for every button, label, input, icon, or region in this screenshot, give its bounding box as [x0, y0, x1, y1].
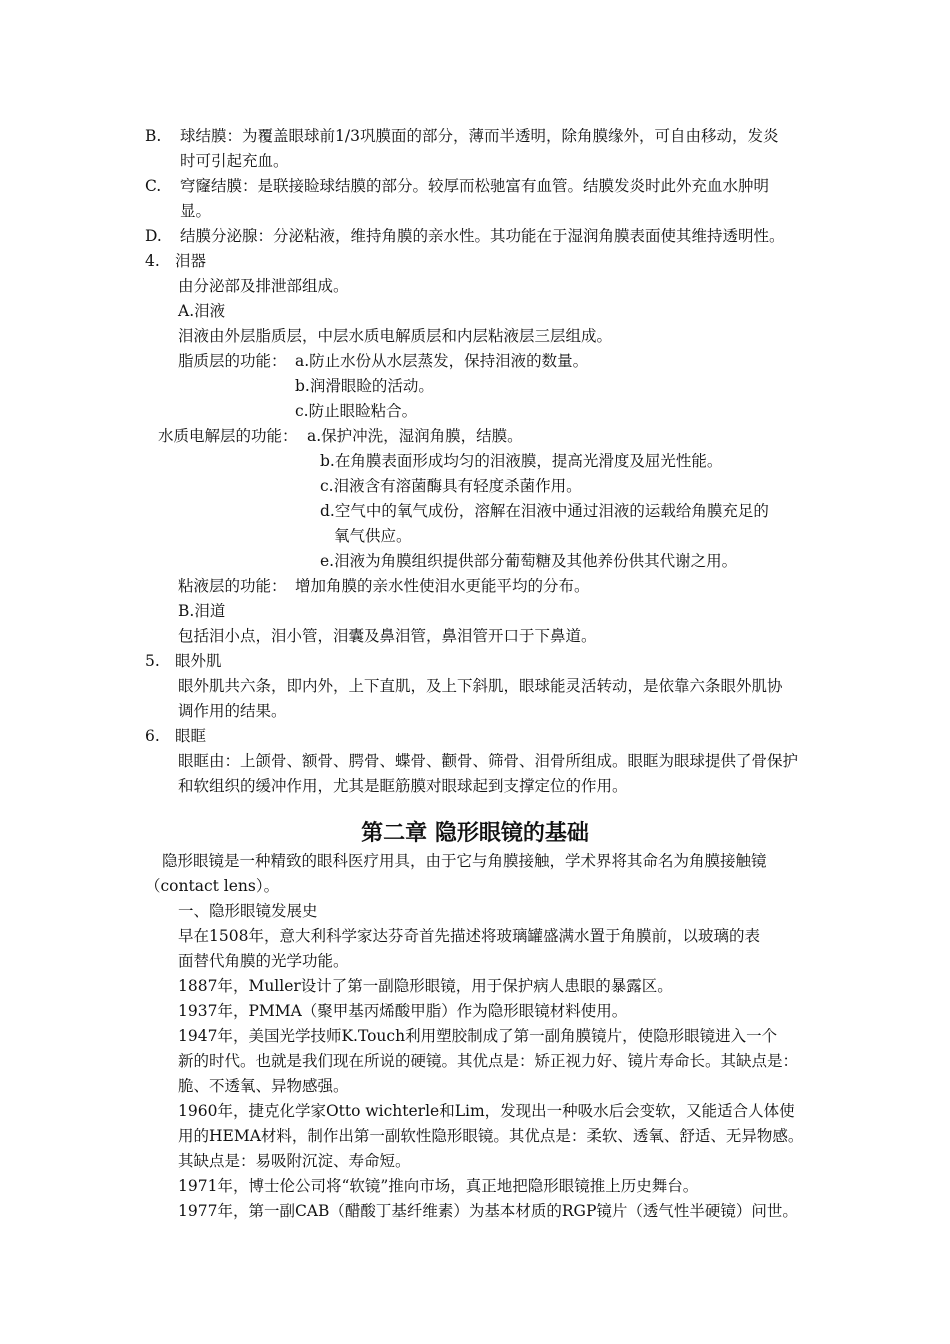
item-b-line-2: 时可引起充血。 — [180, 152, 289, 170]
lipid-item-a: a.防止水份从水层蒸发，保持泪液的数量。 — [295, 352, 589, 370]
history-line-4: 1937年，PMMA（聚甲基丙烯酸甲脂）作为隐形眼镜材料使用。 — [178, 1002, 628, 1020]
aqueous-item-d: d.空气中的氧气成份，溶解在泪液中通过泪液的运载给角膜充足的 — [320, 502, 769, 520]
duct-text: 包括泪小点，泪小管，泪囊及鼻泪管，鼻泪管开口于下鼻道。 — [178, 627, 597, 645]
chapter-intro-line-2: （contact lens）。 — [145, 877, 280, 895]
item-c-line-2: 显。 — [180, 202, 212, 220]
aqueous-item-b: b.在角膜表面形成均匀的泪液膜，提高光滑度及屈光性能。 — [320, 452, 723, 470]
orbit-line-2: 和软组织的缓冲作用，尤其是眶筋膜对眼球起到支撑定位的作用。 — [178, 777, 628, 795]
history-line-6: 新的时代。也就是我们现在所说的硬镜。其优点是：矫正视力好、镜片寿命长。其缺点是： — [178, 1052, 799, 1070]
history-heading: 一、隐形眼镜发展史 — [178, 902, 318, 920]
item-d-label: D. — [145, 227, 162, 245]
history-line-7: 脆、不透氧、异物感强。 — [178, 1077, 349, 1095]
item-c-label: C. — [145, 177, 162, 195]
aqueous-item-a: a.保护冲洗，湿润角膜，结膜。 — [307, 427, 523, 445]
tear-heading: A.泪液 — [178, 302, 226, 320]
item-b-line-1: 球结膜：为覆盖眼球前1/3巩膜面的部分，薄而半透明，除角膜缘外，可自由移动，发炎 — [180, 127, 779, 145]
aqueous-label: 水质电解层的功能： — [158, 427, 298, 445]
history-line-1: 早在1508年，意大利科学家达芬奇首先描述将玻璃罐盛满水置于角膜前，以玻璃的表 — [178, 927, 760, 945]
history-line-12: 1977年，第一副CAB（醋酸丁基纤维素）为基本材质的RGP镜片（透气性半硬镜）问世。 — [178, 1202, 798, 1220]
lipid-item-c: c.防止眼睑粘合。 — [295, 402, 418, 420]
history-line-5: 1947年，美国光学技师K.Touch利用塑胶制成了第一副角膜镜片，使隐形眼镜进入一个 — [178, 1027, 778, 1045]
history-line-2: 面替代角膜的光学功能。 — [178, 952, 349, 970]
history-line-9: 用的HEMA材料，制作出第一副软性隐形眼镜。其优点是：柔软、透氧、舒适、无异物感。 — [178, 1127, 804, 1145]
mucin-text: 增加角膜的亲水性使泪水更能平均的分布。 — [295, 577, 590, 595]
section-5-number: 5. — [145, 652, 160, 670]
item-d-line-1: 结膜分泌腺：分泌粘液，维持角膜的亲水性。其功能在于湿润角膜表面使其维持透明性。 — [180, 227, 785, 245]
section-6-title: 眼眶 — [175, 727, 207, 745]
orbit-line-1: 眼眶由：上颌骨、额骨、腭骨、蝶骨、颧骨、筛骨、泪骨所组成。眼眶为眼球提供了骨保护 — [178, 752, 799, 770]
lacrimal-intro: 由分泌部及排泄部组成。 — [178, 277, 349, 295]
history-line-11: 1971年，博士伦公司将“软镜”推向市场，真正地把隐形眼镜推上历史舞台。 — [178, 1177, 699, 1195]
section-4-number: 4. — [145, 252, 160, 270]
duct-heading: B.泪道 — [178, 602, 226, 620]
item-c-line-1: 穹窿结膜：是联接睑球结膜的部分。较厚而松驰富有血管。结膜发炎时此外充血水肿明 — [180, 177, 770, 195]
aqueous-item-d-cont: 氧气供应。 — [334, 527, 412, 545]
history-line-8: 1960年，捷克化学家Otto wichterle和Lim，发现出一种吸水后会变软，又能适合人体使 — [178, 1102, 795, 1120]
muscles-line-2: 调作用的结果。 — [178, 702, 287, 720]
history-line-10: 其缺点是：易吸附沉淀、寿命短。 — [178, 1152, 411, 1170]
history-line-3: 1887年，Muller设计了第一副隐形眼镜，用于保护病人患眼的暴露区。 — [178, 977, 673, 995]
mucin-label: 粘液层的功能： — [178, 577, 287, 595]
aqueous-item-e: e.泪液为角膜组织提供部分葡萄糖及其他养份供其代谢之用。 — [320, 552, 738, 570]
section-6-number: 6. — [145, 727, 160, 745]
chapter-title: 第二章 隐形眼镜的基础 — [361, 820, 589, 846]
muscles-line-1: 眼外肌共六条，即内外，上下直肌，及上下斜肌，眼球能灵活转动，是依靠六条眼外肌协 — [178, 677, 783, 695]
tear-layers: 泪液由外层脂质层，中层水质电解质层和内层粘液层三层组成。 — [178, 327, 613, 345]
item-b-label: B. — [145, 127, 162, 145]
section-5-title: 眼外肌 — [175, 652, 222, 670]
section-4-title: 泪器 — [175, 252, 207, 270]
lipid-label: 脂质层的功能： — [178, 352, 287, 370]
chapter-intro-line-1: 隐形眼镜是一种精致的眼科医疗用具，由于它与角膜接触，学术界将其命名为角膜接触镜 — [162, 852, 767, 870]
aqueous-item-c: c.泪液含有溶菌酶具有轻度杀菌作用。 — [320, 477, 582, 495]
lipid-item-b: b.润滑眼睑的活动。 — [295, 377, 434, 395]
